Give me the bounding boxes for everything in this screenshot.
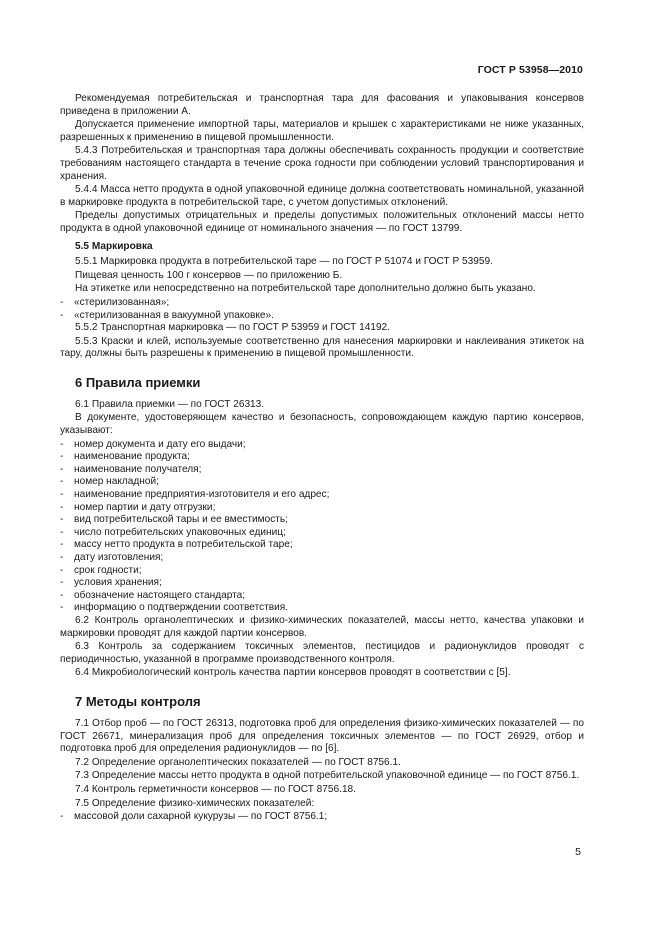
list-item-text: массу нетто продукта в потребительской таре;: [74, 539, 293, 551]
list-item: [60, 514, 584, 527]
paragraph: 7.3 Определение массы нетто продукта в одной потребительской упаковочной единице — по ГОСТ 8756.1.: [75, 770, 580, 782]
list-item-text: срок годности;: [74, 564, 142, 576]
paragraph: Рекомендуемая потребительская и транспортная тара для фасования и упаковывания консервов приведена в приложении А.: [60, 93, 584, 117]
paragraph: 7.2 Определение органолептических показателей — по ГОСТ 8756.1.: [75, 756, 401, 768]
dash-bullet: -: [60, 811, 64, 823]
dash-bullet: -: [60, 438, 64, 450]
list-item-text: число потребительских упаковочных единиц;: [74, 526, 286, 538]
paragraph: 6.3 Контроль за содержанием токсичных элементов, пестицидов и радионуклидов проводят с периодичностью, указанной в программе производственного контроля.: [60, 641, 584, 665]
list-item: [60, 489, 584, 502]
list-item: [60, 539, 584, 552]
list-item: [60, 297, 584, 310]
dash-bullet: -: [60, 476, 64, 488]
page-number: 5: [575, 846, 581, 858]
paragraph: 5.5.3 Краски и клей, используемые соответственно для нанесения маркировки и наклеивания этикеток на тару, должны быть разрешены к применению в пищевой промышленности.: [60, 335, 584, 360]
list-item: [60, 439, 584, 452]
list-item: [60, 811, 584, 824]
list-item: [60, 590, 584, 603]
list-item-text: номер партии и дату отгрузки;: [74, 501, 216, 513]
paragraph: В документе, удостоверяющем качество и безопасность, сопровождающем каждую партию консервов, указывают:: [60, 412, 584, 437]
dash-bullet: -: [60, 451, 64, 463]
list-item-text: информацию о подтверждении соответствия.: [74, 602, 289, 614]
list-item-text: вид потребительской тары и ее вместимость;: [74, 514, 288, 526]
paragraph: 6.4 Микробиологический контроль качества партии консервов проводят в соответствии с [5].: [75, 667, 511, 679]
dash-bullet: -: [60, 296, 64, 308]
list-item: [60, 552, 584, 565]
list-item-text: массовой доли сахарной кукурузы — по ГОСТ 8756.1;: [74, 811, 328, 823]
paragraph: 5.4.3 Потребительская и транспортная тара должны обеспечивать сохранность продукции и соответствие требованиям настоящего стандарта в течение срока годности при соблюдении условий транспортирования и хранения.: [60, 145, 584, 182]
list-item-text: условия хранения;: [74, 577, 162, 589]
paragraph: Пищевая ценность 100 г консервов — по приложению Б.: [75, 269, 343, 281]
dash-bullet: -: [60, 526, 64, 538]
dash-bullet: -: [60, 501, 64, 513]
list-item: [60, 565, 584, 578]
dash-bullet: -: [60, 564, 64, 576]
dash-bullet: -: [60, 552, 64, 563]
list-item: [60, 476, 584, 489]
paragraph: 7.1 Отбор проб — по ГОСТ 26313, подготовка проб для определения физико-химических показателей — по ГОСТ 26671, минерализация проб для определения токсичных элементов — по ГОСТ 26929, отбор и подготовка проб для определения радионуклидов — по [6].: [60, 717, 584, 755]
dash-bullet: -: [60, 309, 64, 321]
paragraph: На этикетке или непосредственно на потребительской таре дополнительно должно быть указано.: [75, 283, 536, 295]
section-heading: 6 Правила приемки: [75, 374, 201, 390]
paragraph: Пределы допустимых отрицательных и пределы допустимых положительных отклонений массы нетто продукта в одной упаковочной единице от номинального значения — по ГОСТ 13799.: [60, 210, 584, 234]
paragraph: 7.4 Контроль герметичности консервов — по ГОСТ 8756.18.: [75, 783, 356, 795]
list-item-text: наименование продукта;: [74, 451, 190, 463]
paragraph: 6.2 Контроль органолептических и физико-химических показателей, массы нетто, качества упаковки и маркировки проводят для каждой партии консервов.: [60, 614, 584, 639]
list-item: [60, 577, 584, 590]
subsection-heading: 5.5 Маркировка: [75, 240, 153, 252]
list-item-text: наименование предприятия-изготовителя и его адрес;: [74, 489, 330, 501]
dash-bullet: -: [60, 463, 64, 475]
list-item-text: дату изготовления;: [74, 552, 164, 563]
section-heading: 7 Методы контроля: [75, 693, 201, 709]
dash-bullet: -: [60, 489, 64, 501]
list-item: [60, 602, 584, 615]
list-item-text: номер накладной;: [74, 476, 159, 488]
list-item: [60, 464, 584, 477]
paragraph: 5.5.1 Маркировка продукта в потребительской таре — по ГОСТ Р 51074 и ГОСТ Р 53959.: [75, 256, 493, 268]
standard-code-header: ГОСТ Р 53958—2010: [477, 64, 583, 76]
list-item-text: наименование получателя;: [74, 463, 202, 475]
dash-bullet: -: [60, 602, 64, 614]
dash-bullet: -: [60, 514, 64, 526]
document-body: [60, 93, 584, 824]
paragraph: 7.5 Определение физико-химических показателей:: [75, 797, 315, 809]
list-item-text: «стерилизованная»;: [74, 296, 170, 308]
list-item-text: «стерилизованная в вакуумной упаковке».: [74, 309, 274, 321]
list-item: [60, 502, 584, 515]
paragraph: Допускается применение импортной тары, материалов и крышек с характеристиками не ниже указанных, разрешенных к применению в пищевой промышленности.: [60, 119, 584, 143]
list-item: [60, 527, 584, 540]
paragraph: 6.1 Правила приемки — по ГОСТ 26313.: [75, 398, 265, 410]
paragraph: 5.5.2 Транспортная маркировка — по ГОСТ Р 53959 и ГОСТ 14192.: [75, 322, 390, 334]
paragraph: 5.4.4 Масса нетто продукта в одной упаковочной единице должна соответствовать номинальной, указанной в маркировке продукта в потребительской таре, с учетом допустимых отклонений.: [60, 184, 584, 208]
list-item-text: обозначение настоящего стандарта;: [74, 589, 246, 601]
dash-bullet: -: [60, 577, 64, 589]
list-item: [60, 310, 584, 323]
list-item-text: номер документа и дату его выдачи;: [74, 438, 246, 450]
list-item: [60, 451, 584, 464]
dash-bullet: -: [60, 539, 64, 551]
dash-bullet: -: [60, 589, 64, 601]
